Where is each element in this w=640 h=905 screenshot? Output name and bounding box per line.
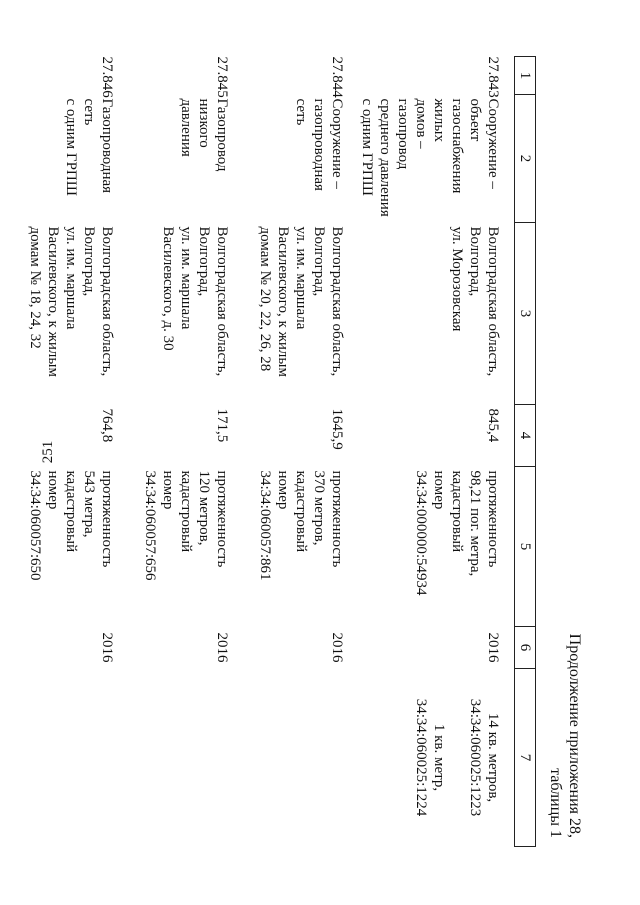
extra-line-a: 14 кв. метров, 34:34:060025:1223 [467,698,501,817]
object-extra [243,669,358,847]
header-col-7: 7 [515,669,536,847]
object-extra [128,669,243,847]
header-row [515,57,536,847]
row-number: 27.844 [329,56,345,98]
object-name: Газопровод низкого давления [178,98,230,172]
page-number: 251 [40,440,56,464]
object-address: Волгоградская область, Волгоград, ул. им. маршала Василевского, к жилым домам № 20, 22, 26, 28 [257,226,345,377]
extra-line-b: 1 кв. метр, 34:34:060025:1224 [413,698,447,817]
object-characteristics: протяженность 370 метров, кадастровый номер 34:34:060057:861 [257,470,345,581]
object-year: 2016 [99,632,115,663]
header-col-1: 1 [515,57,536,95]
header-col-5: 5 [515,467,536,627]
object-name: Газопроводная сеть с одним ГРПШ [63,98,115,196]
data-table [13,56,536,847]
header-col-6: 6 [515,627,536,669]
object-address: Волгоградская область, Волгоград, ул. Морозовская [449,226,501,377]
object-name: Сооружение – газопроводная сеть [293,98,345,191]
object-value: 845,4 [485,408,501,443]
table-row [128,57,243,847]
object-name: Сооружение – объект газоснабжения жилых домов – газопровод среднего давления с одним ГРПШ [359,98,501,217]
row-number: 27.843 [485,56,501,98]
row-number: 27.846 [99,56,115,98]
object-extra [358,669,515,847]
continuation-line-1: Продолжение приложения 28, [566,633,583,838]
header-col-2: 2 [515,95,536,223]
table-row [13,57,128,847]
continuation-line-2: таблицы 1 [547,768,564,838]
continuation-note [546,602,584,838]
object-year: 2016 [329,632,345,663]
object-value: 1645,9 [329,408,345,450]
table-row [243,57,358,847]
object-year: 2016 [214,632,230,663]
object-characteristics: протяженность 543 метра, кадастровый номер 34:34:060057:650 [27,470,115,581]
object-characteristics: протяженность 98,21 пог. метра, кадастровый номер 34:34:000000:54934 [413,470,501,596]
object-address: Волгоградская область, Волгоград, ул. им. маршала Василевского, д. 30 [160,226,230,377]
row-number: 27.845 [214,56,230,98]
object-extra [13,669,128,847]
object-characteristics: протяженность 120 метров, кадастровый номер 34:34:060057:656 [142,470,230,581]
object-value: 171,5 [214,408,230,443]
object-address: Волгоградская область, Волгоград, ул. им. маршала Василевского, к жилым домам № 18, 24, 32 [27,226,115,377]
header-col-4: 4 [515,405,536,467]
rotated-content [27,56,592,846]
object-year: 2016 [485,632,501,663]
object-value: 764,8 [99,408,115,443]
header-col-3: 3 [515,223,536,405]
table-row [358,57,515,847]
